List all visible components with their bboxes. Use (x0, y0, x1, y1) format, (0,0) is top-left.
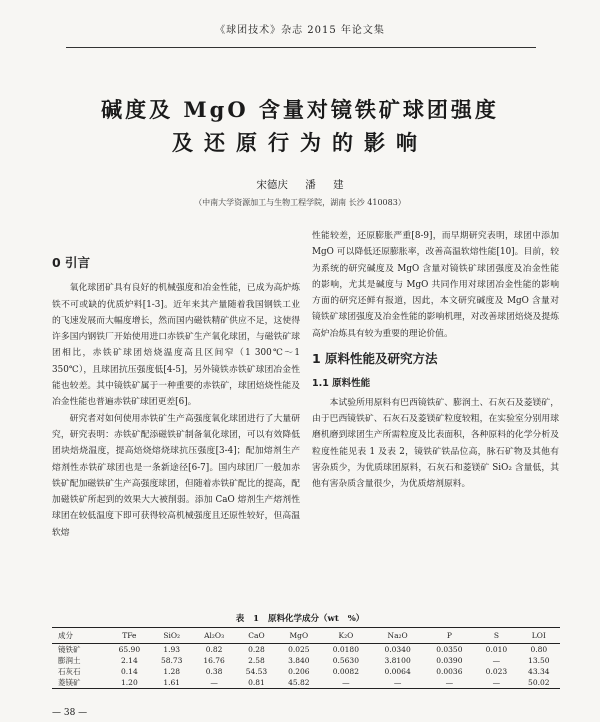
table-cell: 16.76 (203, 656, 225, 665)
table-cell: 43.34 (528, 667, 550, 676)
table-cell: 0.0390 (436, 656, 463, 665)
table-header-row (52, 628, 560, 644)
table-row (52, 666, 560, 677)
table-header-cell: SiO₂ (151, 628, 193, 644)
table-cell: 0.023 (485, 667, 508, 676)
table-cell: 膨润土 (58, 656, 81, 665)
subsection-heading-properties: 1.1 原料性能 (312, 378, 371, 390)
table-cell: 3.8100 (384, 656, 411, 665)
table-cell: 0.0082 (332, 667, 359, 676)
table-cell: 0.28 (248, 645, 265, 654)
table-header-cell: MgO (278, 628, 320, 644)
intro-paragraph-2: 研究者对如何使用赤铁矿生产高强度氧化球团进行了大量研究，研究表明：赤铁矿配添磁铁矿制备氧化球团，可以有效降低团块焙烧温度，提高焙烧熔烧球抗压强度[3-4]；配加熔剂生产熔剂性赤铁矿球团也是一条新途径[6-7]。国内球团厂一般加赤铁矿配加磁铁矿生产高强度球团，但随着赤铁矿配比的提高，配加磁铁矿所起到的效果大大被削弱。添加 CaO 熔剂生产熔剂性球团在较低温度下即可获得较高机械强度且还原性较好，但高温软熔 (52, 413, 300, 538)
table-cell: 2.14 (121, 656, 138, 665)
table-header-cell: LOI (518, 628, 560, 644)
table-cell: 0.0180 (332, 645, 359, 654)
table-cell: 石灰石 (58, 667, 81, 676)
table-cell: 0.82 (205, 645, 223, 654)
table-cell: 0.206 (288, 667, 310, 676)
table-cell: 0.010 (485, 645, 508, 654)
table-cell: 0.80 (530, 645, 548, 654)
header-rule (66, 47, 536, 48)
table-cell: 3.840 (288, 656, 310, 665)
right-column (312, 228, 559, 492)
section-heading-materials: 1 原料性能及研究方法 (312, 351, 438, 367)
table-cell: 0.0340 (384, 645, 411, 654)
table-cell: 0.14 (121, 667, 138, 676)
table-cell: 1.20 (108, 677, 150, 689)
table-cell: — (320, 677, 372, 689)
table-cell: 65.90 (118, 645, 141, 654)
table-header-cell: S (475, 628, 517, 644)
intro-paragraph-1: 氧化球团矿具有良好的机械强度和冶金性能，已成为高炉炼铁不可或缺的优质炉料[1-3]。近年来其产量随着我国钢铁工业的飞速发展而大幅度增长，然而国内磁铁精矿供应不足，这使得许多国内钢铁厂开始使用进口赤铁矿生产氧化球团，与磁铁矿球团相比，赤铁矿球团焙烧温度高且区间窄（1 300℃～1 350℃），且球团抗压强度低[4-5]，另外镜铁赤铁矿球团冶金性能也较差。其中镜铁矿属于一种重要的赤铁矿，球团焙烧性能及冶金性能也普遍赤铁矿球团更差[6]。 (52, 283, 300, 408)
authors: 宋德庆 潘 建 (256, 179, 344, 191)
table-cell: 54.53 (245, 667, 268, 676)
table-cell: 0.81 (235, 677, 277, 689)
left-column (52, 255, 300, 541)
table-cell: 1.28 (163, 667, 181, 676)
journal-header: 《球团技术》杂志 2015 年论文集 (215, 25, 385, 36)
table-header-cell: TFe (108, 628, 150, 644)
paper-title-line1: 碱度及 MgO 含量对镜铁矿球团强度 (101, 97, 499, 122)
table-row (52, 655, 560, 666)
table-cell: 13.50 (528, 656, 550, 665)
table-header-cell: K₂O (320, 628, 372, 644)
table-cell: 2.58 (248, 656, 265, 665)
table-cell: 58.73 (160, 656, 183, 665)
table-cell: 镜铁矿 (58, 645, 81, 654)
table-cell: 0.0064 (384, 667, 411, 676)
table-cell: — (492, 656, 501, 665)
chemical-composition-table (52, 627, 560, 689)
table-row (52, 677, 560, 689)
table-cell: 1.93 (163, 645, 181, 654)
table-cell: 0.0350 (436, 645, 463, 654)
table-cell: 45.82 (278, 677, 320, 689)
table-cell: — (475, 677, 517, 689)
table-cell: — (193, 677, 235, 689)
table-cell: 0.38 (205, 667, 223, 676)
table-cell: 0.5630 (332, 656, 359, 665)
table-header-cell: CaO (235, 628, 277, 644)
table-caption: 表 1 原料化学成分（wt %） (235, 614, 365, 624)
table-cell: — (423, 677, 475, 689)
page-number: — 38 — (52, 708, 88, 718)
table-cell: 50.02 (518, 677, 560, 689)
table-header-cell: P (423, 628, 475, 644)
section-heading-intro: 0 引言 (52, 255, 91, 270)
table-header-cell: 成分 (52, 628, 108, 644)
paper-title-line2: 及还原行为的影响 (172, 130, 428, 155)
affiliation: （中南大学资源加工与生物工程学院，湖南 长沙 410083） (194, 198, 406, 207)
table-cell: — (372, 677, 424, 689)
table-header-cell: Al₂O₃ (193, 628, 235, 644)
materials-paragraph: 本试验所用原料有巴西镜铁矿、膨润土、石灰石及菱镁矿，由于巴西镜铁矿、石灰石及菱镁矿粒度较粗，在实验室分别用球磨机磨到球团生产所需粒度及比表面积，各种原料的化学分析及粒度性能见表 1 及表 2，镜铁矿铁品位高，脉石矿物及其他有害杂质少，为优质球团原料，石灰石和菱镁矿 SiO₂ 含量低，其他有害杂质含量很少，为优质熔剂原料。 (312, 397, 559, 490)
table-row (52, 644, 560, 656)
table-cell: 1.61 (151, 677, 193, 689)
table-cell: 菱镁矿 (52, 677, 108, 689)
table-cell: 0.0036 (436, 667, 463, 676)
table-cell: 0.025 (288, 645, 310, 654)
intro-paragraph-continued: 性能较差，还原膨胀严重[8-9]，而早期研究表明，球团中添加 MgO 可以降低还原膨胀率，改善高温软熔性能[10]。目前，较为系统的研究碱度及 MgO 含量对镜铁矿球团强度及冶金性能的影响，尤其是碱度与 MgO 共同作用对球团冶金性能的影响方面的研究还鲜有报道，因此，本文研究碱度及 MgO 含量对镜铁矿球团强度及冶金性能的影响机理，对改善球团焙烧及提炼高炉冶炼具有较为重要的理论价值。 (312, 231, 559, 339)
table-header-cell: Na₂O (372, 628, 424, 644)
